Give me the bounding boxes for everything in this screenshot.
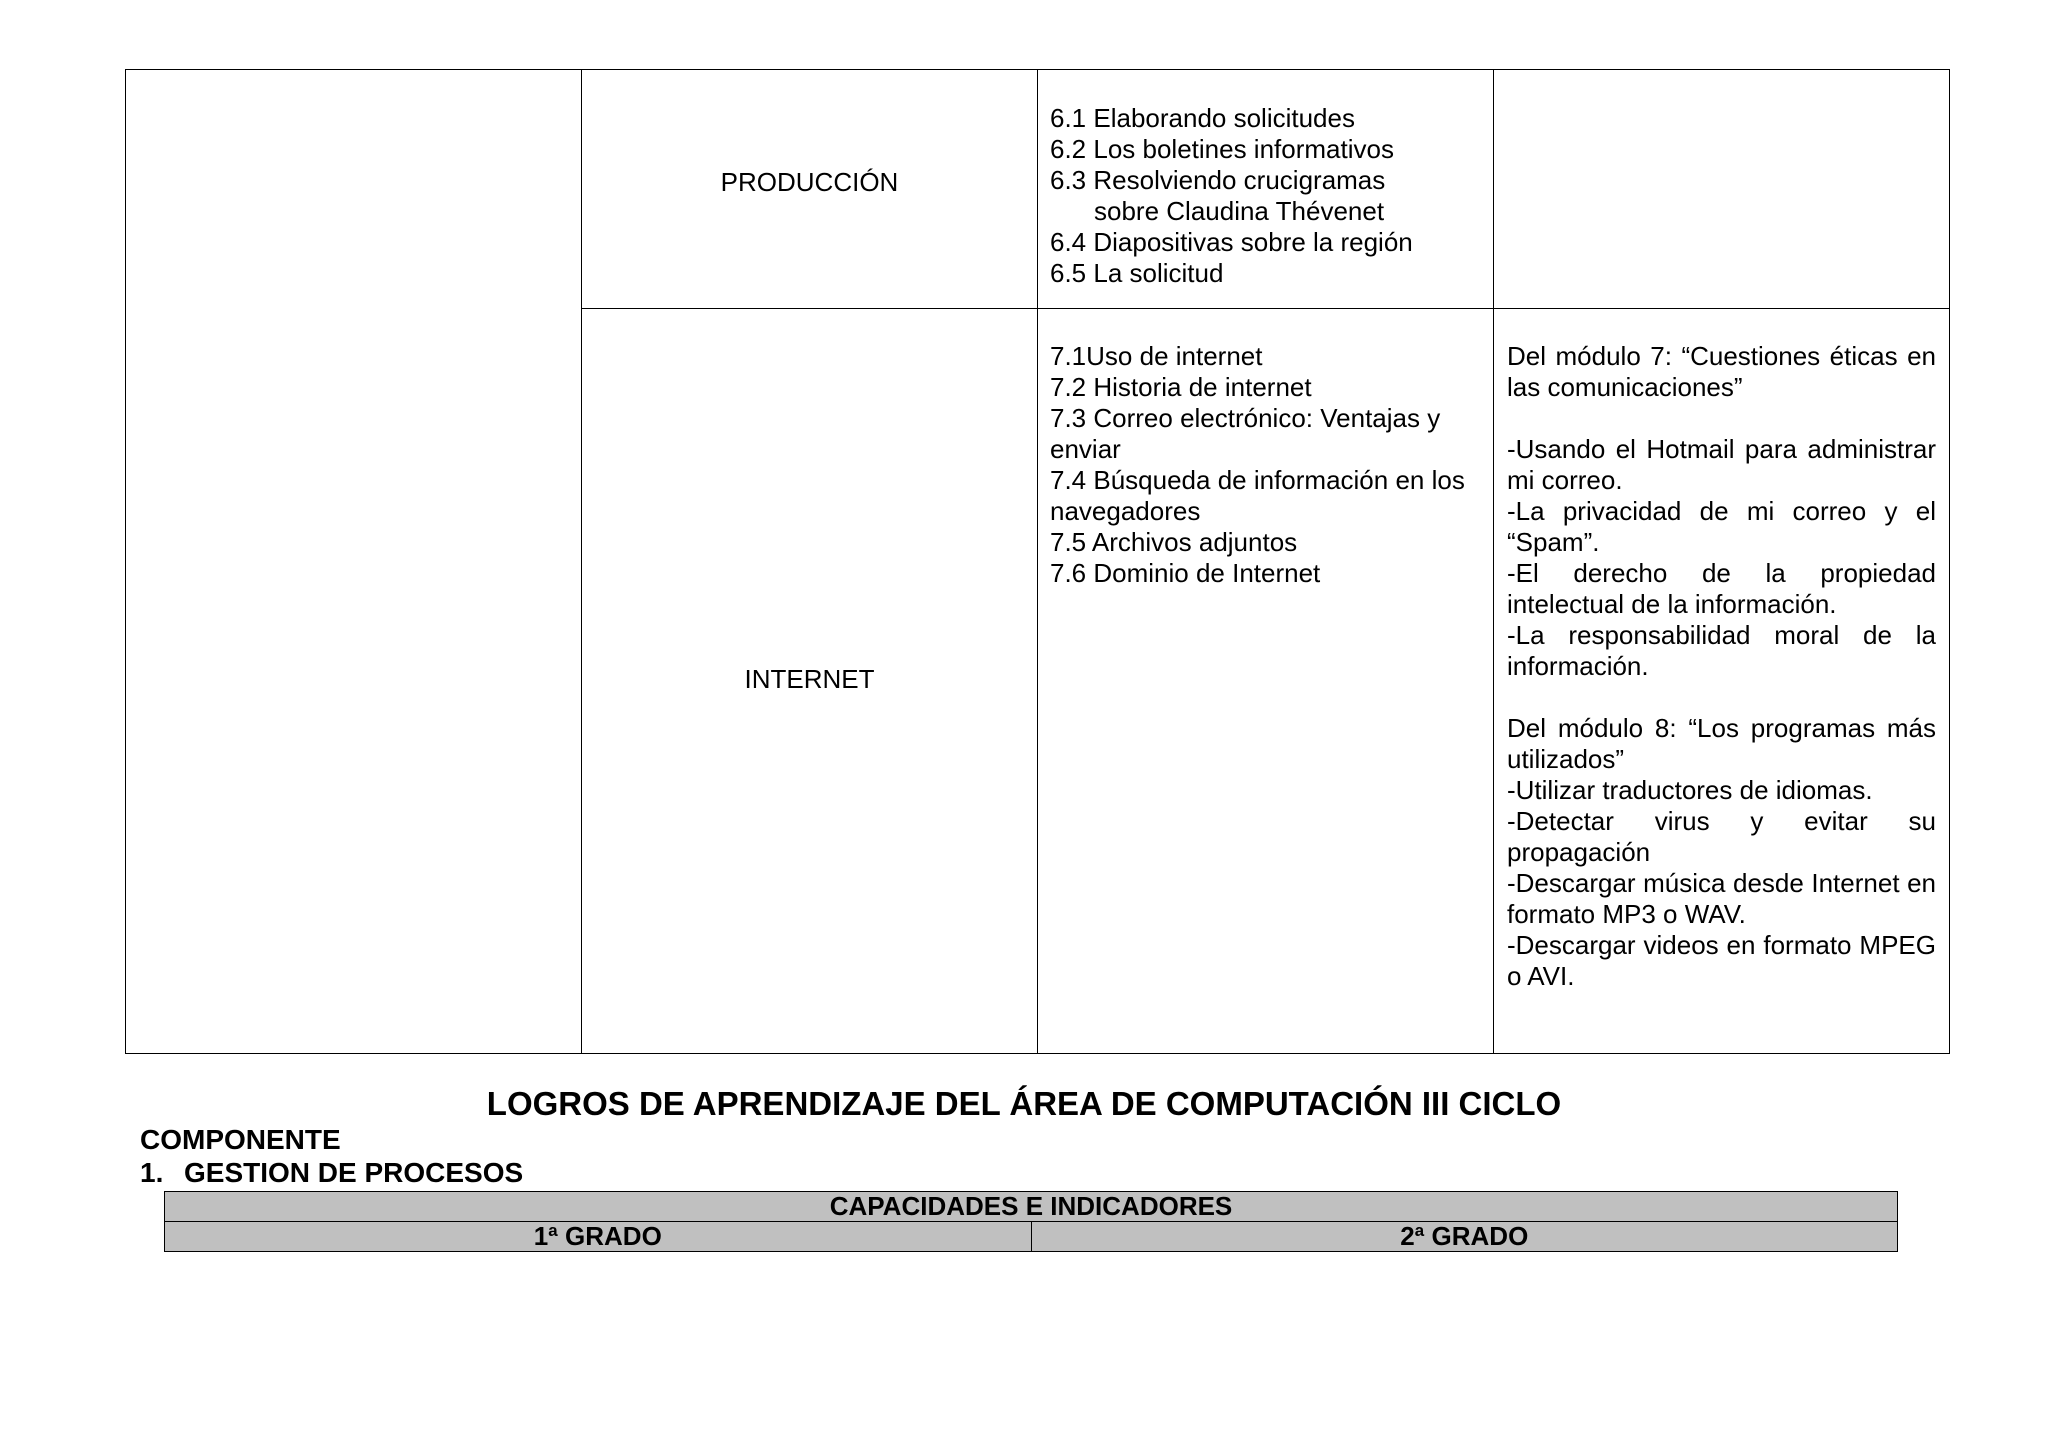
list-item: sobre Claudina Thévenet [1094, 196, 1385, 226]
list-item: 7.4 Búsqueda de información en los navegadores [1050, 465, 1465, 526]
internet-item-list [1038, 309, 1493, 589]
module8-item: -Utilizar traductores de idiomas. [1507, 775, 1873, 805]
module8-item: -Descargar videos en formato MPEG o AVI. [1507, 930, 1936, 991]
module7-item: -El derecho de la propiedad intelectual de la información. [1507, 558, 1936, 619]
internet-label-cell [582, 309, 1038, 1054]
produccion-item-list [1038, 70, 1493, 289]
grade1-header: 1ª GRADO [165, 1222, 1032, 1252]
list-item: 7.5 Archivos adjuntos [1050, 527, 1298, 557]
produccion-empty-cell [1494, 70, 1950, 309]
list-item: 6.4 Diapositivas sobre la región [1050, 227, 1413, 257]
module7-title: Del módulo 7: “Cuestiones éticas en las comunicaciones” [1507, 341, 1936, 402]
process-label: GESTION DE PROCESOS [184, 1157, 524, 1188]
module7-item: -La responsabilidad moral de la información. [1507, 620, 1936, 681]
ethics-text [1494, 309, 1949, 992]
produccion-items-cell [1038, 70, 1494, 309]
process-heading [140, 1157, 523, 1189]
list-item: 7.3 Correo electrónico: Ventajas y enviar [1050, 403, 1441, 464]
list-item: 6.1 Elaborando solicitudes [1050, 103, 1355, 133]
module8-item: -Descargar música desde Internet en formato MP3 o WAV. [1507, 868, 1936, 929]
empty-first-column-cell [126, 70, 582, 1054]
curriculum-table [125, 69, 1950, 1054]
internet-label: INTERNET [744, 663, 875, 694]
page-title: LOGROS DE APRENDIZAJE DEL ÁREA DE COMPUTACIÓN III CICLO [486, 1085, 1562, 1122]
list-item: 6.3 Resolviendo crucigramas [1050, 165, 1386, 195]
table-row [165, 1222, 1898, 1252]
component-label: COMPONENTE [140, 1124, 341, 1155]
list-item: 7.2 Historia de internet [1050, 372, 1312, 402]
module7-item: -Usando el Hotmail para administrar mi correo. [1507, 434, 1936, 495]
module8-title: Del módulo 8: “Los programas más utilizados” [1507, 713, 1936, 774]
produccion-label: PRODUCCIÓN [720, 166, 899, 197]
grade2-header: 2ª GRADO [1031, 1222, 1898, 1252]
table-row-produccion [126, 70, 1950, 309]
table-row [165, 1192, 1898, 1222]
internet-items-cell [1038, 309, 1494, 1054]
capacities-header: CAPACIDADES E INDICADORES [165, 1192, 1898, 1222]
module8-item: -Detectar virus y evitar su propagación [1507, 806, 1936, 867]
list-item: 7.1Uso de internet [1050, 341, 1263, 371]
module7-item: -La privacidad de mi correo y el “Spam”. [1507, 496, 1936, 557]
list-item: 7.6 Dominio de Internet [1050, 558, 1321, 588]
list-item: 6.2 Los boletines informativos [1050, 134, 1394, 164]
capacities-table [164, 1191, 1898, 1252]
internet-ethics-cell [1494, 309, 1950, 1054]
process-number: 1. [140, 1157, 164, 1188]
list-item: 6.5 La solicitud [1050, 258, 1224, 288]
produccion-label-cell [582, 70, 1038, 309]
